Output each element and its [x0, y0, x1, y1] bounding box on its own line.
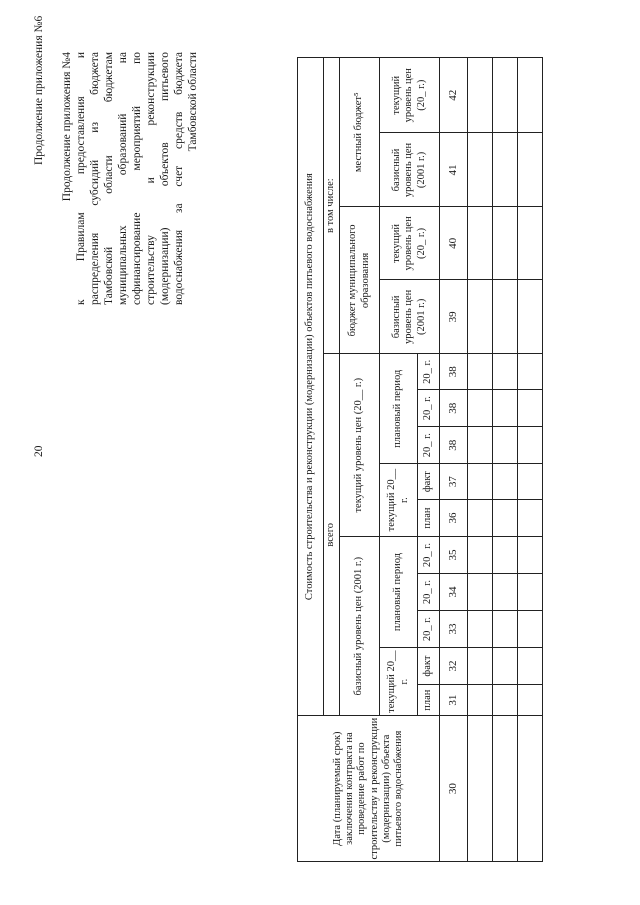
current-price-header: текущий уровень цен (20__ г.) — [340, 354, 380, 537]
col-number: 34 — [440, 574, 468, 611]
year-cell: 20_ г. — [418, 390, 440, 427]
fact-cell: факт — [418, 464, 440, 500]
continuation-label: Продолжение приложения №6 — [33, 15, 45, 165]
col-number: 39 — [440, 280, 468, 354]
year-cell: 20_ г. — [418, 611, 440, 648]
total-header: всего — [324, 354, 340, 716]
legal-line: к Правилам предоставления и — [75, 52, 88, 305]
col-number: 36 — [440, 500, 468, 537]
planned-period-header-2: плановый период — [380, 354, 418, 464]
including-header: в том числе: — [324, 58, 340, 354]
legal-line: распределения субсидий из бюджета — [89, 52, 102, 305]
legal-line: софинансирование мероприятий по — [131, 52, 144, 305]
local-basic-header: базисный уровень цен (2001 г.) — [380, 133, 440, 207]
legal-line-title: Продолжение приложения №4 — [61, 52, 73, 202]
col-number: 30 — [440, 716, 468, 862]
legal-line: (модернизации) объектов питьевого — [159, 52, 172, 305]
fact-cell: факт — [418, 648, 440, 685]
col-number: 37 — [440, 464, 468, 500]
empty-row — [468, 58, 493, 862]
current-year-header-2: текущий 20__ г. — [380, 464, 418, 537]
plan-cell: план — [418, 500, 440, 537]
col-number: 38 — [440, 390, 468, 427]
mun-basic-header: базисный уровень цен (2001 г.) — [380, 280, 440, 354]
empty-row — [518, 58, 543, 862]
col-number: 42 — [440, 58, 468, 133]
legal-line-last: Тамбовской области — [187, 52, 200, 152]
col-number: 33 — [440, 611, 468, 648]
legal-line: строительству и реконструкции — [145, 52, 158, 305]
col-number: 35 — [440, 537, 468, 574]
number-row — [440, 58, 468, 862]
header-row-1 — [298, 58, 324, 862]
legal-line: Тамбовской области бюджетам — [103, 52, 116, 305]
year-cell: 20_ г. — [418, 354, 440, 390]
year-cell: 20_ г. — [418, 574, 440, 611]
mun-current-header: текущий уровень цен (20_ г.) — [380, 207, 440, 280]
planned-period-header: плановый период — [380, 537, 418, 648]
page-number: 20 — [33, 445, 45, 457]
legal-line: муниципальных образований на — [117, 52, 130, 305]
local-budget-header: местный бюджет⁵ — [340, 58, 380, 207]
plan-cell: план — [418, 685, 440, 716]
col-number: 40 — [440, 207, 468, 280]
col-number: 38 — [440, 427, 468, 464]
contract-date-header: Дата (планируемый срок) заключения контракта на проведение работ по строительству и реконструкции (модернизации) объекта питьевого водоснабжения — [298, 716, 440, 862]
year-cell: 20_ г. — [418, 427, 440, 464]
current-year-header: текущий 20__ г. — [380, 648, 418, 716]
mun-budget-header: бюджет муниципального образования — [340, 207, 380, 354]
basic-price-header: базисный уровень цен (2001 г.) — [340, 537, 380, 716]
col-number: 41 — [440, 133, 468, 207]
cost-table — [297, 57, 543, 862]
col-number: 31 — [440, 685, 468, 716]
year-cell: 20_ г. — [418, 537, 440, 574]
main-header: Стоимость строительства и реконструкции (модернизации) объектов питьевого водоснабжения — [298, 58, 324, 716]
empty-row — [493, 58, 518, 862]
col-number: 32 — [440, 648, 468, 685]
legal-line: водоснабжения за счет средств бюджета — [173, 52, 186, 305]
legal-reference — [60, 52, 200, 305]
local-current-header: текущий уровень цен (20_ г.) — [380, 58, 440, 133]
col-number: 38 — [440, 354, 468, 390]
